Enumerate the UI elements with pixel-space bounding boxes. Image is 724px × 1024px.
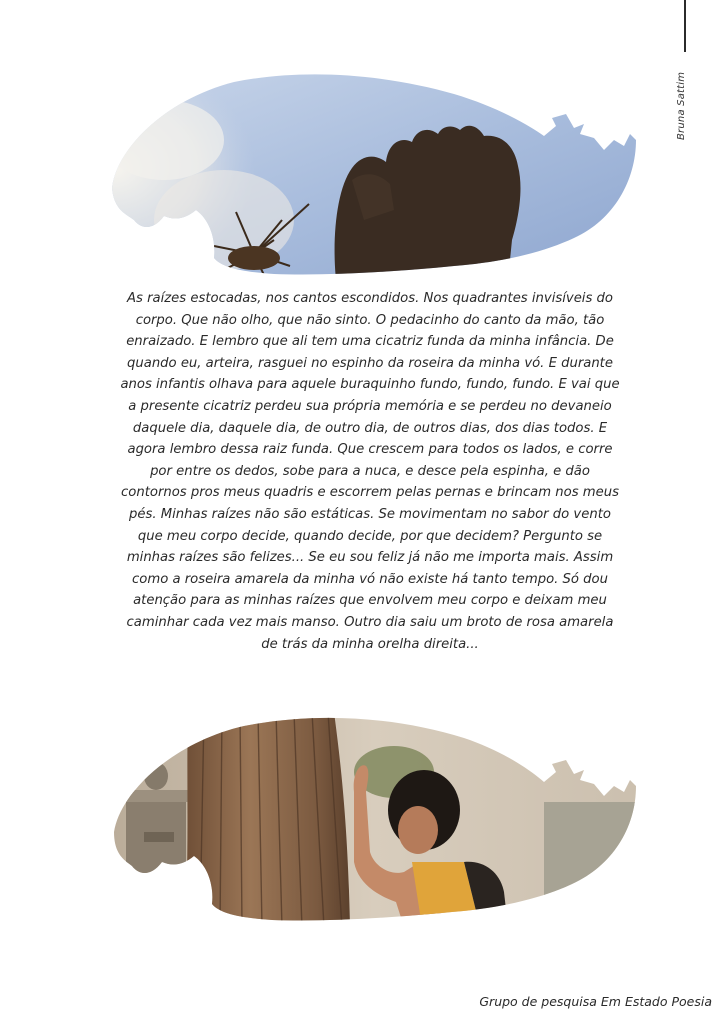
top-photo-sky-foot [104,70,644,280]
bottom-photo-tree-dancer [104,712,644,927]
poem-text: As raízes estocadas, nos cantos escondidos. Nos quadrantes invisíveis do corpo. Que não olho, que não sinto. O pedacinho do canto da mão, tão enraizado. E lembro que ali tem uma cicatriz funda da minha infância. De quando eu, arteira, rasguei no espinho da roseira da minha vó. E durante anos infantis olhava para aquele buraquinho fundo, fundo, fundo. E vai que a presente cicatriz perdeu sua própria memória e se perdeu no devaneio daquele dia, daquele dia, de outro dia, de outros dias, dos dias todos. E agora lembro dessa raiz funda. Que crescem para todos os lados, e corre por entre os dedos, sobe para a nuca, e desce pela espinha, e dão contornos pros meus quadris e escorrem pelas pernas e brincam nos meus pés. Minhas raízes não são estáticas. Se movimentam no sabor do vento que meu corpo decide, quando decide, por que decidem? Pergunto se minhas raízes são felizes... Se eu sou feliz já não me importa mais. Assim como a roseira amarela da minha vó não existe há tanto tempo. Só dou atenção para as minhas raízes que envolvem meu corpo e deixam meu caminhar cada vez mais manso. Outro dia saiu um broto de rosa amarela de trás da minha orelha direita... [120,291,620,652]
author-name: Bruna Sattim [676,72,687,141]
vertical-rule [684,0,686,52]
footer-credit: Grupo de pesquisa Em Estado Poesia [479,994,712,1009]
